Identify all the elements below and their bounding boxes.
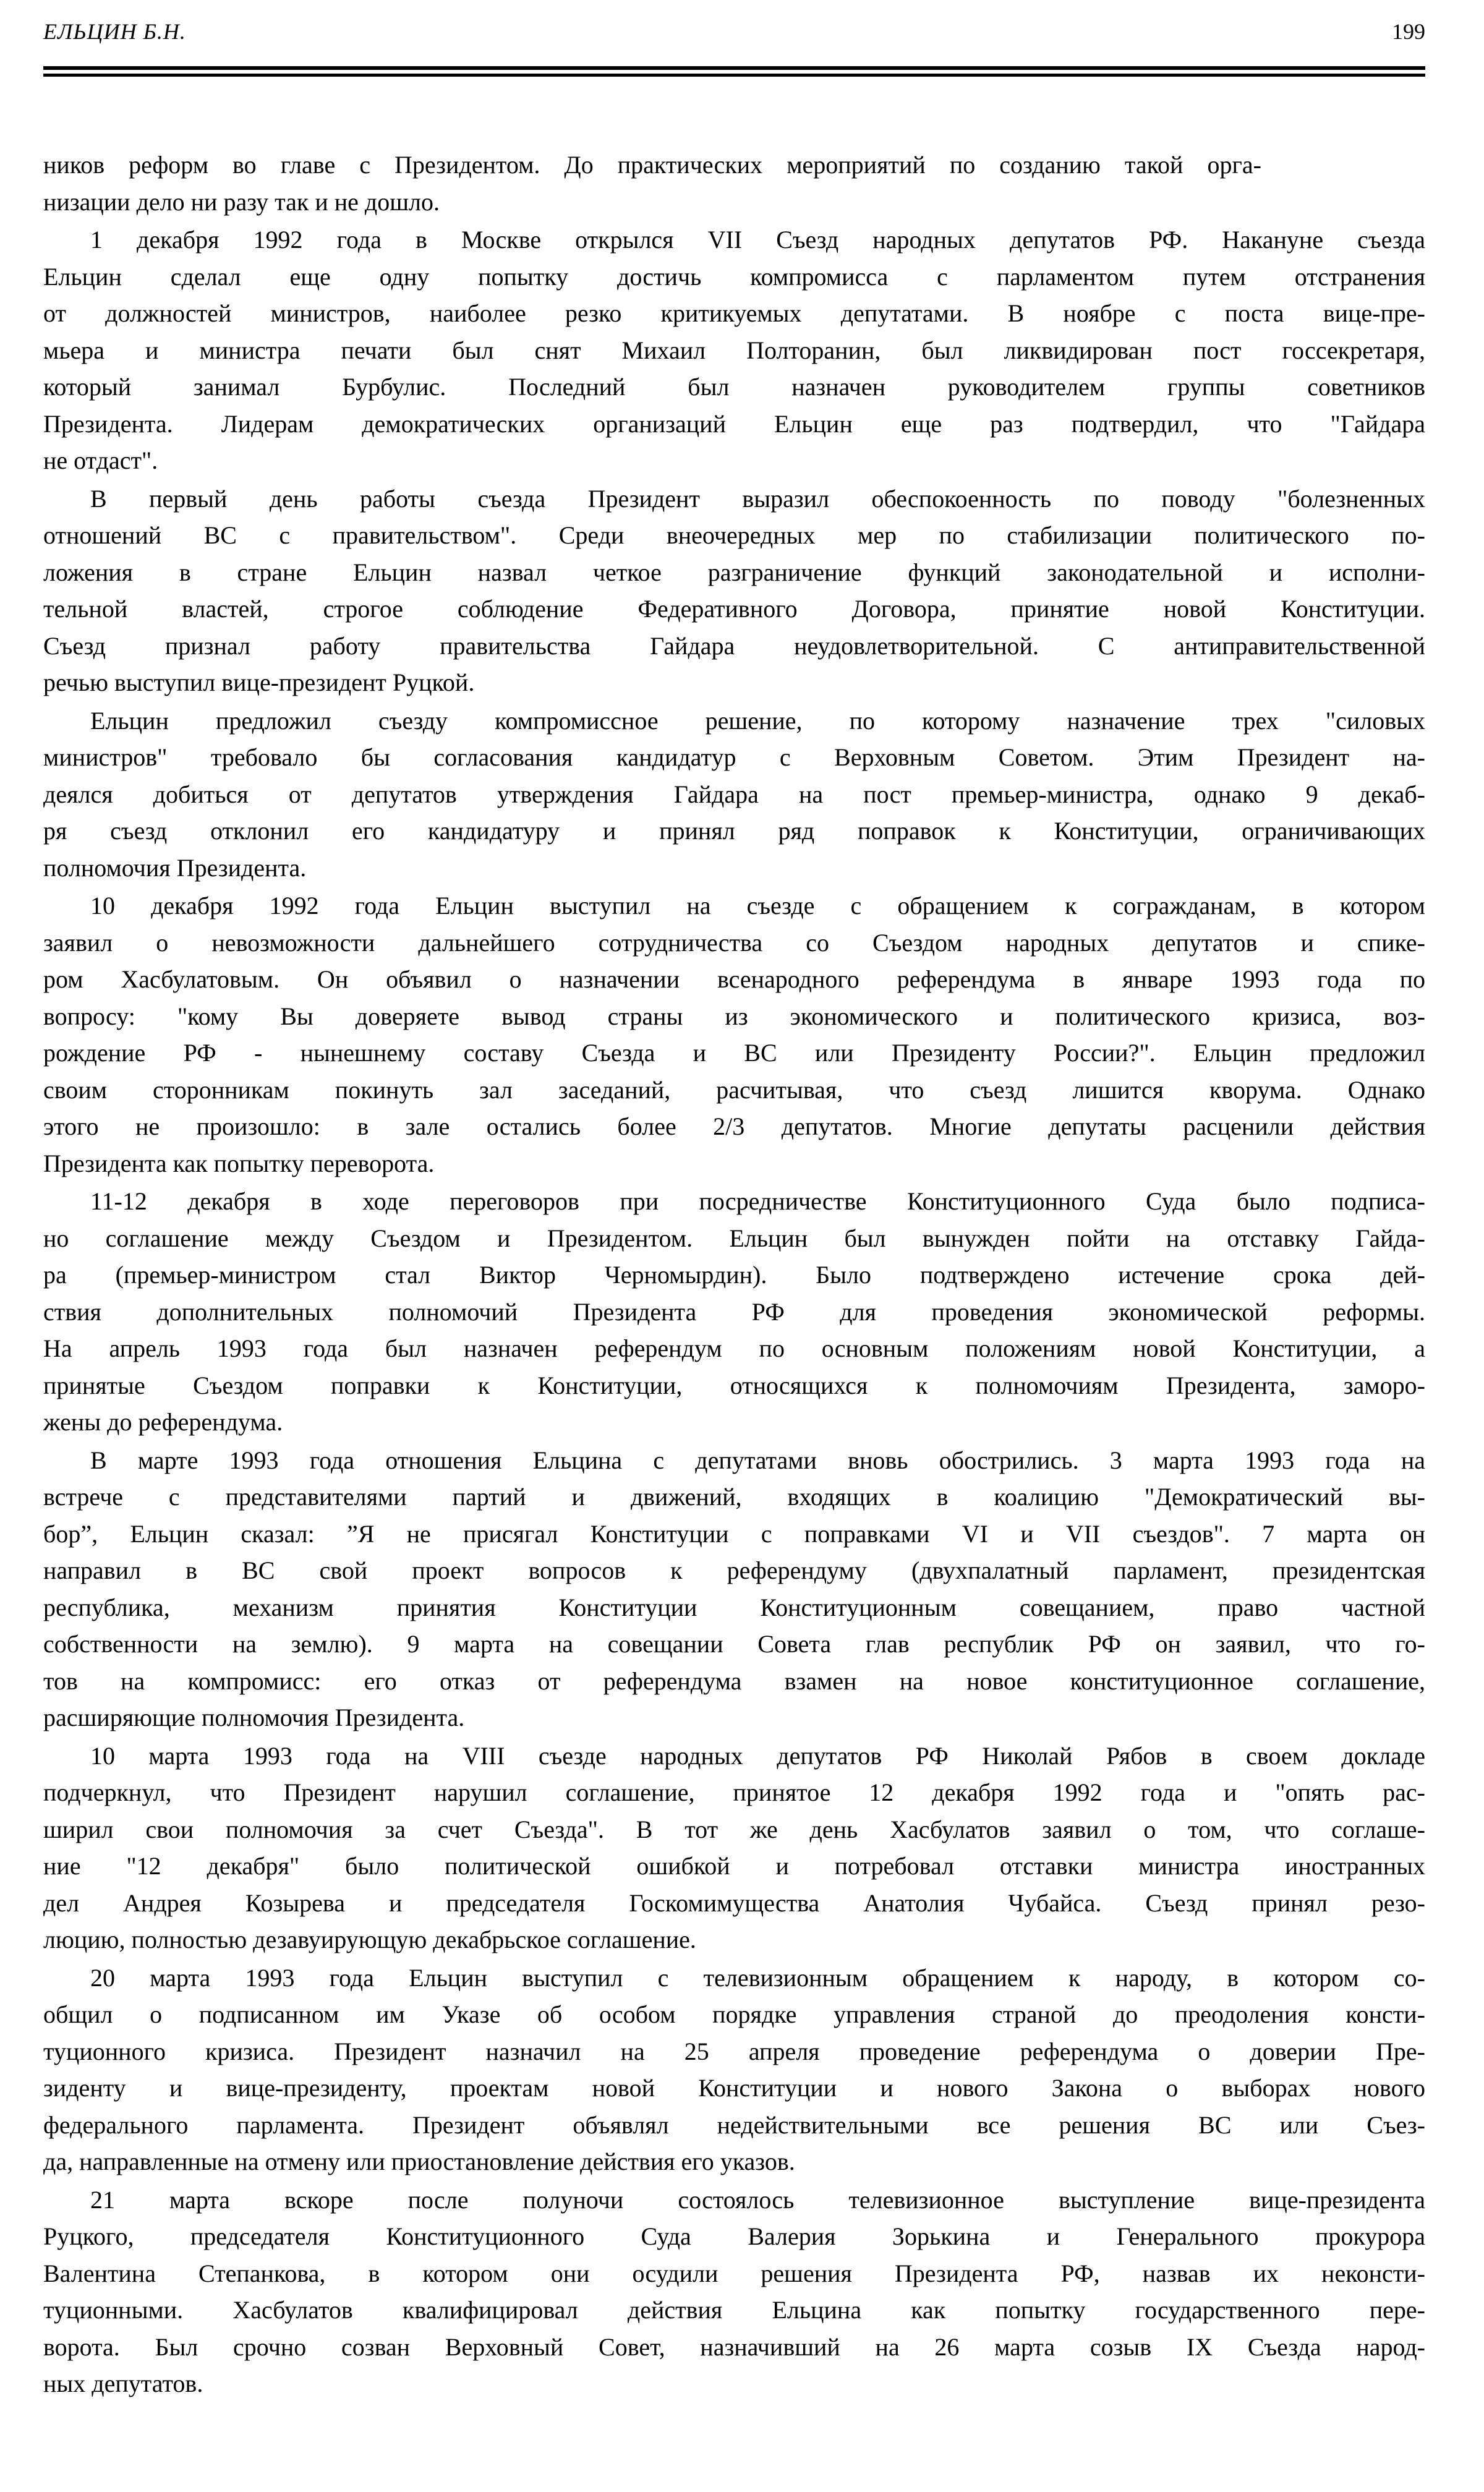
text-line: туционного кризиса. Президент назначил на 25 апреля проведение референдума о доверии Пре- — [43, 2037, 1425, 2065]
text-line: расширяющие полномочия Президента. — [43, 1704, 465, 1731]
text-line: подчеркнул, что Президент нарушил соглашение, принятое 12 декабря 1992 года и "опять рас- — [43, 1778, 1425, 1806]
text-line: дел Андрея Козырева и председателя Госкомимущества Анатолия Чубайса. Съезд принял резо- — [43, 1888, 1425, 1917]
page-number: 199 — [1392, 19, 1425, 44]
header-rule-top — [43, 66, 1425, 70]
text-line: Ельцин предложил съезду компромиссное решение, по которому назначение трех "силовых — [90, 706, 1425, 735]
text-line: бор”, Ельцин сказал: ”Я не присягал Конституции с поправками VI и VII съездов". 7 марта он — [43, 1519, 1425, 1548]
text-line: ложения в стране Ельцин назвал четкое разграничение функций законодательной и исполни- — [43, 558, 1425, 586]
text-line: Ельцин сделал еще одну попытку достичь компромисса с парламентом путем отстранения — [43, 262, 1425, 291]
text-line: тов на компромисс: его отказ от референдума взамен на новое конституционное соглашение, — [43, 1666, 1425, 1695]
text-line: рождение РФ - нынешнему составу Съезда и ВС или Президенту России?". Ельцин предложил — [43, 1039, 1425, 1067]
text-line: ников реформ во главе с Президентом. До практических мероприятий по созданию такой орга- — [43, 151, 1261, 179]
text-line: министров" требовало бы согласования кандидатур с Верховным Советом. Этим Президент на- — [43, 743, 1425, 771]
text-line: В марте 1993 года отношения Ельцина с депутатами вновь обострились. 3 марта 1993 года на — [90, 1446, 1425, 1474]
paragraph — [43, 2182, 1425, 2402]
paragraph — [43, 702, 1425, 887]
text-line: собственности на землю). 9 марта на совещании Совета глав республик РФ он заявил, что го- — [43, 1630, 1425, 1658]
header-rule-bottom — [43, 74, 1425, 77]
text-line: Съезд признал работу правительства Гайдара неудовлетворительной. С антиправительственной — [43, 631, 1425, 660]
running-head — [43, 19, 1425, 49]
text-line: Президента как попытку переворота. — [43, 1149, 435, 1177]
running-head-title: ЕЛЬЦИН Б.Н. — [43, 19, 186, 44]
text-line: республика, механизм принятия Конституции Конституционным совещанием, право частной — [43, 1593, 1425, 1621]
text-line: полномочия Президента. — [43, 853, 307, 882]
text-line: общил о подписанном им Указе об особом порядке управления страной до преодоления консти- — [43, 2000, 1425, 2028]
text-line: Руцкого, председателя Конституционного Суда Валерия Зорькина и Генерального прокурора — [43, 2222, 1425, 2250]
text-line: но соглашение между Съездом и Президентом. Ельцин был вынужден пойти на отставку Гайда- — [43, 1224, 1425, 1252]
body-text — [43, 145, 1425, 2402]
paragraph — [43, 1183, 1425, 1441]
text-line: 1 декабря 1992 года в Москве открылся VII Съезд народных депутатов РФ. Накануне съезда — [90, 226, 1425, 254]
text-line: ром Хасбулатовым. Он объявил о назначении всенародного референдума в январе 1993 года по — [43, 965, 1425, 993]
text-line: ширил свои полномочия за счет Съезда". В тот же день Хасбулатов заявил о том, что соглаше- — [43, 1815, 1425, 1843]
text-line: ных депутатов. — [43, 2370, 203, 2397]
text-line: принятые Съездом поправки к Конституции, относящихся к полномочиям Президента, заморо- — [43, 1371, 1425, 1399]
paragraph — [43, 1738, 1425, 1958]
text-line: встрече с представителями партий и движений, входящих в коалицию "Демократический вы- — [43, 1483, 1425, 1511]
text-line: от должностей министров, наиболее резко критикуемых депутатами. В ноябре с поста вице-пре- — [43, 299, 1425, 327]
text-line: На апрель 1993 года был назначен референдум по основным положениям новой Конституции, а — [43, 1334, 1425, 1362]
paragraph — [43, 1960, 1425, 2180]
text-line: деялся добиться от депутатов утверждения Гайдара на пост премьер-министра, однако 9 декаб- — [43, 780, 1425, 808]
paragraph — [43, 887, 1425, 1182]
text-line: Президента. Лидерам демократических организаций Ельцин еще раз подтвердил, что "Гайдара — [43, 409, 1425, 438]
text-line: вопросу: "кому Вы доверяете вывод страны из экономического и политического кризиса, воз- — [43, 1002, 1425, 1030]
paragraph — [43, 1442, 1425, 1736]
text-line: низации дело ни разу так и не дошло. — [43, 187, 440, 216]
text-line: федерального парламента. Президент объявлял недействительными все решения ВС или Съез- — [43, 2110, 1425, 2139]
paragraph — [43, 480, 1425, 701]
text-line: туционными. Хасбулатов квалифицировал действия Ельцина как попытку государственного пере- — [43, 2296, 1425, 2324]
text-line: 10 декабря 1992 года Ельцин выступил на съезде с обращением к согражданам, в котором — [90, 892, 1425, 920]
text-line: не отдаст". — [43, 446, 158, 474]
text-line: зиденту и вице-президенту, проектам новой Конституции и нового Закона о выборах нового — [43, 2074, 1425, 2102]
text-line: тельной властей, строгое соблюдение Федеративного Договора, принятие новой Конституции. — [43, 595, 1425, 623]
text-line: ствия дополнительных полномочий Президента РФ для проведения экономической реформы. — [43, 1297, 1425, 1326]
text-line: направил в ВС свой проект вопросов к референдуму (двухпалатный парламент, президентская — [43, 1556, 1425, 1584]
text-line: 11-12 декабря в ходе переговоров при посредничестве Конституционного Суда было подписа- — [90, 1187, 1425, 1215]
text-line: жены до референдума. — [43, 1408, 283, 1436]
text-line: люцию, полностью дезавуирующую декабрьское соглашение. — [43, 1926, 696, 1953]
text-line: заявил о невозможности дальнейшего сотрудничества со Съездом народных депутатов и спике- — [43, 928, 1425, 957]
text-line: 10 марта 1993 года на VIII съезде народных депутатов РФ Николай Рябов в своем докладе — [90, 1741, 1425, 1770]
text-line: этого не произошло: в зале остались более 2/3 депутатов. Многие депутаты расценили действия — [43, 1112, 1425, 1140]
text-line: ние "12 декабря" было политической ошибкой и потребовал отставки министра иностранных — [43, 1852, 1425, 1880]
text-line: 21 марта вскоре после полуночи состоялось телевизионное выступление вице-президента — [90, 2185, 1425, 2214]
text-line: ря съезд отклонил его кандидатуру и принял ряд поправок к Конституции, ограничивающих — [43, 817, 1425, 845]
text-line: ра (премьер-министром стал Виктор Черномырдин). Было подтверждено истечение срока дей- — [43, 1261, 1425, 1289]
text-line: мьера и министра печати был снят Михаил Полторанин, был ликвидирован пост госсекретаря, — [43, 336, 1425, 364]
text-line: Валентина Степанкова, в котором они осудили решения Президента РФ, назвав их неконсти- — [43, 2259, 1425, 2287]
text-line: В первый день работы съезда Президент выразил обеспокоенность по поводу "болезненных — [90, 484, 1425, 513]
paragraph — [43, 147, 1425, 220]
text-line: своим сторонникам покинуть зал заседаний, расчитывая, что съезд лишится кворума. Однако — [43, 1075, 1425, 1104]
text-line: отношений ВС с правительством". Среди внеочередных мер по стабилизации политического по- — [43, 521, 1425, 549]
text-line: 20 марта 1993 года Ельцин выступил с телевизионным обращением к народу, в котором со- — [90, 1963, 1425, 1992]
text-line: речью выступил вице-президент Руцкой. — [43, 668, 475, 696]
text-line: который занимал Бурбулис. Последний был назначен руководителем группы советников — [43, 373, 1425, 401]
paragraph — [43, 221, 1425, 479]
text-line: да, направленные на отмену или приостановление действия его указов. — [43, 2148, 795, 2175]
text-line: ворота. Был срочно созван Верховный Совет, назначивший на 26 марта созыв IX Съезда народ- — [43, 2332, 1425, 2361]
